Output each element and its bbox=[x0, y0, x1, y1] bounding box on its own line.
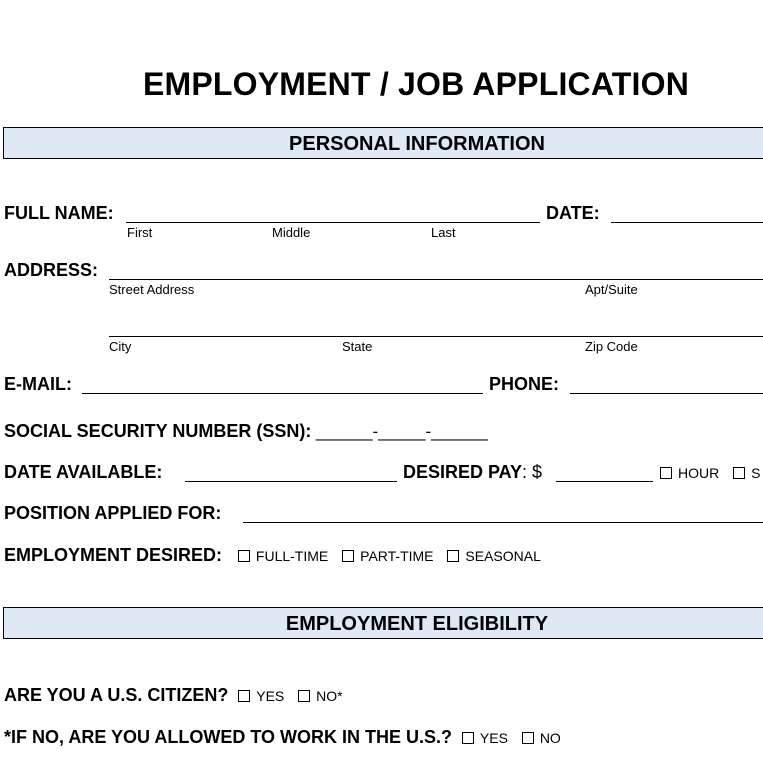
employment-desired-label: EMPLOYMENT DESIRED: bbox=[4, 545, 223, 565]
citizen-no-label: NO* bbox=[316, 688, 343, 704]
section-employment-eligibility bbox=[3, 607, 763, 639]
citizen-yes-label: YES bbox=[256, 688, 285, 704]
salary-checkbox[interactable] bbox=[733, 467, 745, 479]
date-field[interactable] bbox=[611, 222, 763, 223]
address-label: ADDRESS: bbox=[4, 260, 99, 280]
allowed-work-yes-label: YES bbox=[479, 730, 508, 746]
position-field[interactable] bbox=[243, 522, 763, 523]
section-eligibility-title: EMPLOYMENT ELIGIBILITY bbox=[285, 613, 549, 635]
part-time-checkbox[interactable] bbox=[342, 550, 354, 562]
ssn-row bbox=[4, 421, 488, 442]
date-available-field[interactable] bbox=[185, 481, 397, 482]
citizen-no-checkbox[interactable] bbox=[298, 690, 310, 702]
phone-field[interactable] bbox=[570, 393, 763, 394]
citizen-question: ARE YOU A U.S. CITIZEN? bbox=[4, 685, 229, 705]
allowed-work-no-checkbox[interactable] bbox=[522, 732, 534, 744]
street-address-field[interactable] bbox=[109, 279, 763, 280]
email-label: E-MAIL: bbox=[4, 374, 72, 394]
position-label: POSITION APPLIED FOR: bbox=[4, 503, 222, 523]
ssn-field[interactable]: ______-_____-______ bbox=[315, 422, 488, 441]
city-sublabel: City bbox=[109, 339, 132, 354]
employment-desired-row bbox=[4, 545, 551, 566]
date-label: DATE: bbox=[546, 203, 600, 223]
full-name-label: FULL NAME: bbox=[4, 203, 114, 223]
state-sublabel: State bbox=[342, 339, 373, 354]
citizen-yes-checkbox[interactable] bbox=[238, 690, 250, 702]
seasonal-label: SEASONAL bbox=[465, 548, 541, 564]
street-address-sublabel: Street Address bbox=[109, 282, 195, 297]
city-state-zip-field[interactable] bbox=[109, 336, 763, 337]
pay-period-options bbox=[660, 465, 763, 481]
hour-checkbox[interactable] bbox=[660, 467, 672, 479]
section-personal-title: PERSONAL INFORMATION bbox=[289, 133, 545, 155]
first-name-sublabel: First bbox=[127, 225, 153, 240]
allowed-work-yes-checkbox[interactable] bbox=[462, 732, 474, 744]
apt-suite-sublabel: Apt/Suite bbox=[585, 282, 638, 297]
allowed-work-no-label: NO bbox=[539, 730, 561, 746]
email-field[interactable] bbox=[82, 393, 483, 394]
last-name-sublabel: Last bbox=[431, 225, 456, 240]
ssn-label: SOCIAL SECURITY NUMBER (SSN): bbox=[4, 421, 312, 441]
salary-option-label: S bbox=[751, 465, 761, 481]
part-time-label: PART-TIME bbox=[360, 548, 434, 564]
zip-code-sublabel: Zip Code bbox=[585, 339, 638, 354]
full-time-label: FULL-TIME bbox=[255, 548, 329, 564]
allowed-work-question: *IF NO, ARE YOU ALLOWED TO WORK IN THE U.S.? bbox=[4, 727, 453, 747]
date-available-label: DATE AVAILABLE: bbox=[4, 462, 163, 482]
seasonal-checkbox[interactable] bbox=[447, 550, 459, 562]
phone-label: PHONE: bbox=[489, 374, 560, 394]
citizen-row bbox=[4, 685, 353, 706]
form-title: EMPLOYMENT / JOB APPLICATION bbox=[142, 66, 690, 102]
desired-pay-currency: : $ bbox=[522, 462, 543, 482]
hour-option-label: HOUR bbox=[678, 465, 720, 481]
allowed-work-row bbox=[4, 727, 571, 748]
full-time-checkbox[interactable] bbox=[238, 550, 250, 562]
desired-pay-label: DESIRED PAY bbox=[403, 462, 523, 482]
desired-pay-field[interactable] bbox=[556, 481, 653, 482]
middle-name-sublabel: Middle bbox=[272, 225, 311, 240]
full-name-field[interactable] bbox=[126, 222, 540, 223]
desired-pay-label-group bbox=[403, 462, 542, 483]
section-personal-information bbox=[3, 127, 763, 159]
